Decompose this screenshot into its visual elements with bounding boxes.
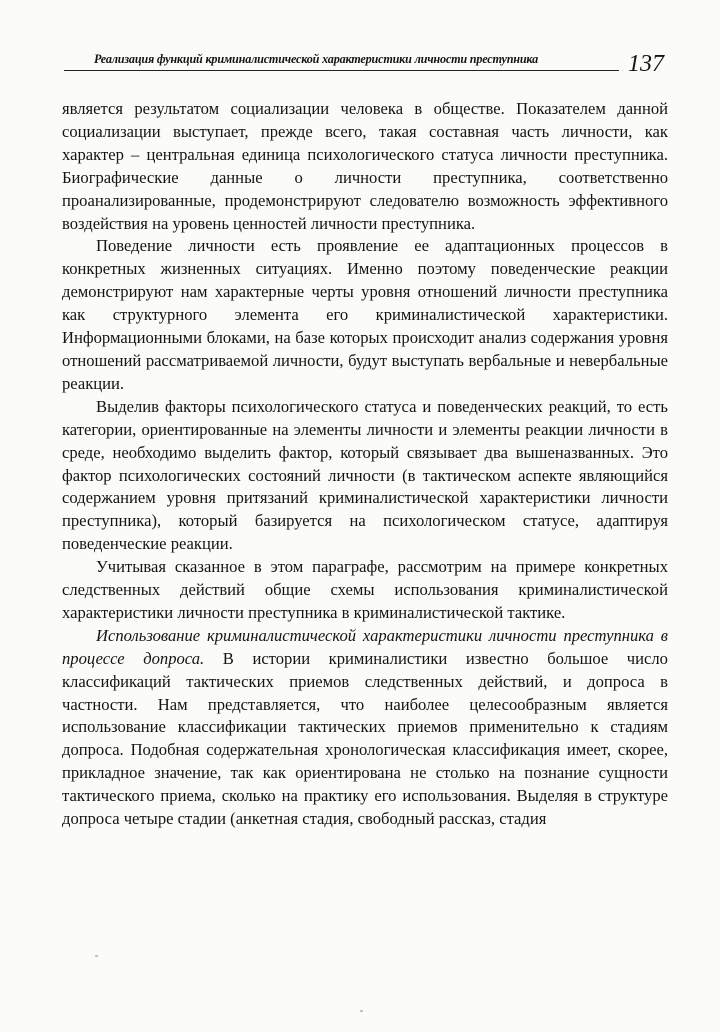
paragraph-5-text: В истории криминалистики известно большое число классификаций тактических приемов следственных действий, и допроса в частности. Нам представляется, что наиболее целесообразным является использование классификации тактических приемов применительно к стадиям допроса. Подобная содержательная хронологическая классификация имеет, скорее, прикладное значение, так как ориентирована не столько на познание сущности тактического приема, сколько на практику его использования. Выделяя в структуре допроса четыре стадии (анкетная стадия, свободный рассказ, стадия bbox=[62, 648, 668, 829]
body-text bbox=[62, 98, 668, 831]
paragraph-4: Учитывая сказанное в этом параграфе, рассмотрим на примере конкретных следственных действий общие схемы использования криминалистической характеристики личности преступника в криминалистической тактике. bbox=[62, 557, 668, 622]
paragraph-2: Поведение личности есть проявление ее адаптационных процессов в конкретных жизненных ситуациях. Именно поэтому поведенческие реакции демонстрируют нам характерные черты уровня отношений личности преступника как структурного элемента его криминалистической характеристики. Информационными блоками, на базе которых происходит анализ содержания уровня отношений рассматриваемой личности, будут выступать вербальные и невербальные реакции. bbox=[62, 236, 668, 393]
paragraph-1: является результатом социализации человека в обществе. Показателем данной социализации выступает, прежде всего, такая составная часть личности, как характер – центральная единица психологического статуса личности преступника. Биографические данные о личности преступника, соответственно проанализированные, продемонстрируют следователю возможность эффективного воздействия на уровень ценностей личности преступника. bbox=[62, 99, 668, 233]
paragraph-5 bbox=[62, 625, 668, 831]
scan-speck bbox=[95, 955, 98, 957]
running-title: Реализация функций криминалистической характеристики личности преступника bbox=[94, 52, 538, 66]
paragraph-3: Выделив факторы психологического статуса и поведенческих реакций, то есть категории, ориентированные на элементы личности и элементы реакции личности в среде, необходимо выделить фактор, который связывает два вышеназванных. Это фактор психологических состояний личности (в тактическом аспекте являющийся содержанием уровня притязаний криминалистической характеристики личности преступника), который базируется на психологическом статусе, адаптируя поведенческие реакции. bbox=[62, 396, 668, 554]
header-rule bbox=[64, 70, 619, 71]
page-number: 137 bbox=[628, 51, 664, 77]
page-header bbox=[64, 50, 664, 90]
paragraph-5-italic-lead: Использование криминалистической характеристики личности преступника в процессе допроса. bbox=[62, 625, 668, 668]
scan-speck bbox=[360, 1010, 363, 1012]
